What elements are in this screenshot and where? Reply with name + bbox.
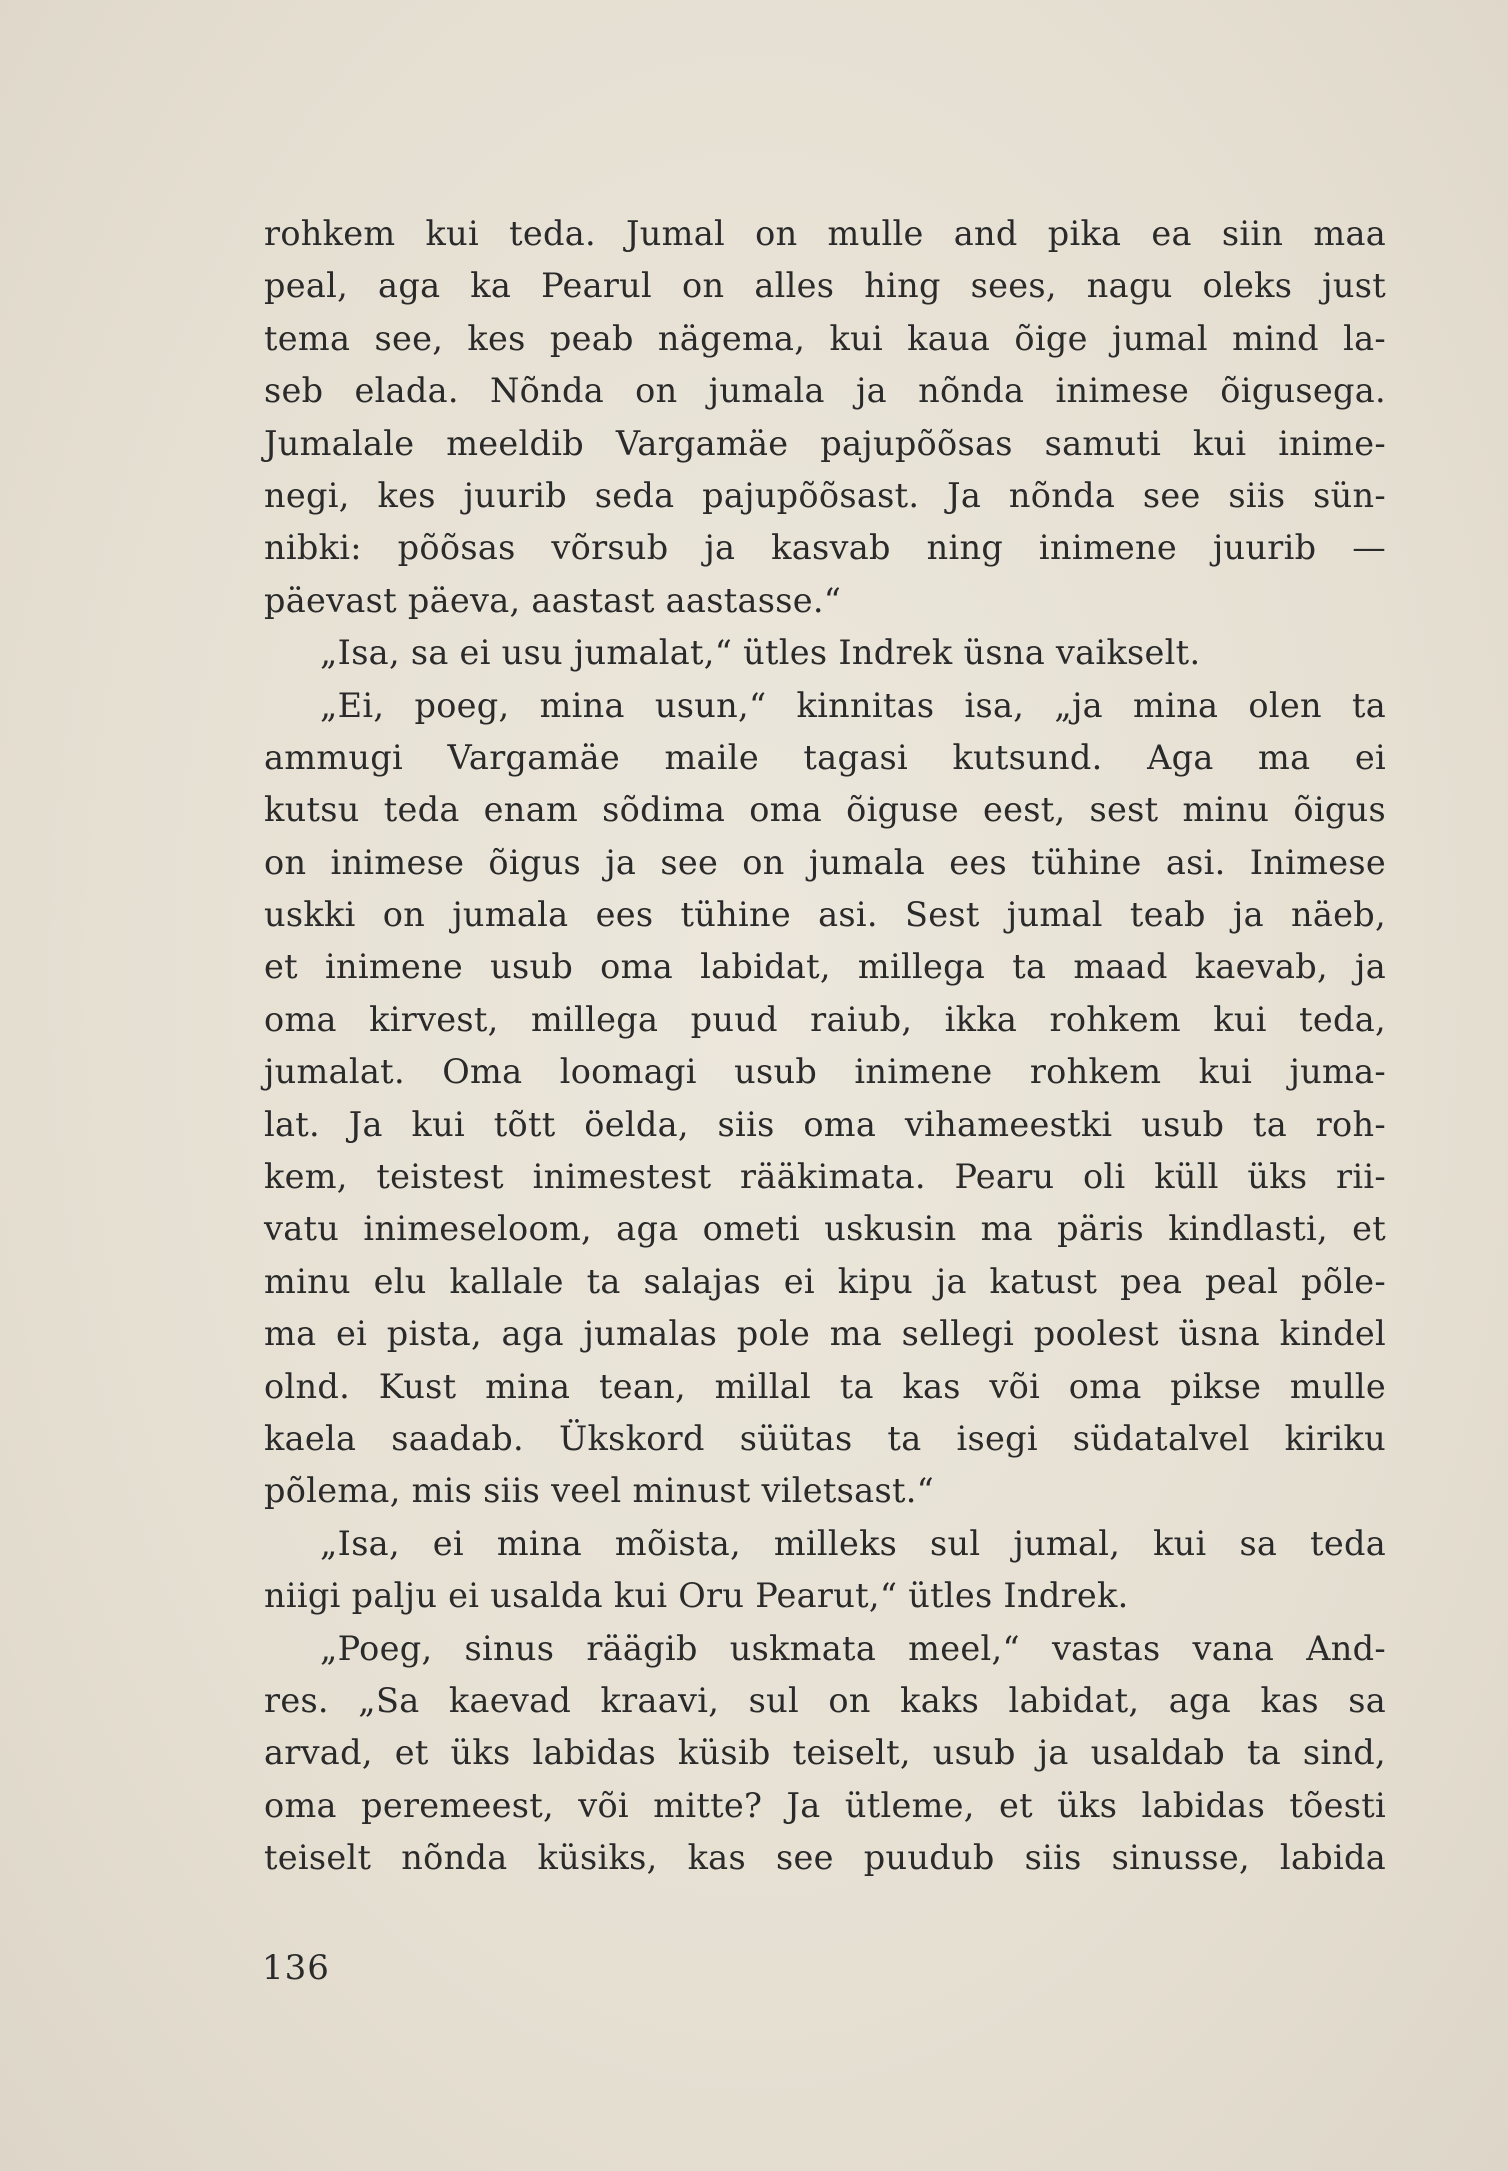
text-line: res. „Sa kaevad kraavi, sul on kaks labidat, aga kas sa — [264, 1680, 1386, 1720]
text-line: „Isa, sa ei usu jumalat,“ ütles Indrek üsna vaikselt. — [320, 633, 1201, 673]
text-line: nibki: põõsas võrsub ja kasvab ning inimene juurib — — [264, 528, 1386, 568]
text-line: rohkem kui teda. Jumal on mulle and pika ea siin maa — [264, 214, 1386, 253]
text-line: et inimene usub oma labidat, millega ta maad kaevab, ja — [264, 947, 1386, 987]
text-line: „Poeg, sinus räägib uskmata meel,“ vastas vana And- — [320, 1628, 1386, 1668]
page-text — [264, 208, 1386, 1885]
text-line: lat. Ja kui tõtt öelda, siis oma vihameestki usub ta roh- — [264, 1104, 1386, 1144]
text-line: arvad, et üks labidas küsib teiselt, usub ja usaldab ta sind, — [264, 1733, 1386, 1773]
text-line: olnd. Kust mina tean, millal ta kas või oma pikse mulle — [264, 1366, 1386, 1406]
text-line: minu elu kallale ta salajas ei kipu ja katust pea peal põle- — [264, 1261, 1386, 1301]
text-line: „Isa, ei mina mõista, milleks sul jumal, kui sa teda — [320, 1523, 1386, 1563]
text-line: negi, kes juurib seda pajupõõsast. Ja nõnda see siis sün- — [264, 475, 1386, 515]
text-line: ma ei pista, aga jumalas pole ma sellegi poolest üsna kindel — [264, 1314, 1386, 1354]
text-line: põlema, mis siis veel minust viletsast.“ — [264, 1471, 935, 1511]
text-line: vatu inimeseloom, aga ometi uskusin ma päris kindlasti, et — [264, 1209, 1386, 1249]
text-line: tema see, kes peab nägema, kui kaua õige jumal mind la- — [264, 318, 1386, 358]
page-number: 136 — [262, 1948, 330, 1988]
text-line: uskki on jumala ees tühine asi. Sest jumal teab ja näeb, — [264, 895, 1386, 935]
text-line: oma kirvest, millega puud raiub, ikka rohkem kui teda, — [264, 999, 1386, 1039]
text-line: ammugi Vargamäe maile tagasi kutsund. Aga ma ei — [264, 737, 1386, 777]
text-line: päevast päeva, aastast aastasse.“ — [264, 580, 842, 620]
text-line: „Ei, poeg, mina usun,“ kinnitas isa, „ja mina olen ta — [320, 685, 1386, 725]
text-line: on inimese õigus ja see on jumala ees tühine asi. Inimese — [264, 842, 1386, 882]
text-line: jumalat. Oma loomagi usub inimene rohkem kui juma- — [264, 1052, 1386, 1092]
text-line: peal, aga ka Pearul on alles hing sees, nagu oleks just — [264, 266, 1386, 306]
text-line: niigi palju ei usalda kui Oru Pearut,“ ütles Indrek. — [264, 1576, 1129, 1616]
text-line: kem, teistest inimestest rääkimata. Pearu oli küll üks rii- — [264, 1157, 1386, 1197]
text-line: seb elada. Nõnda on jumala ja nõnda inimese õigusega. — [264, 371, 1386, 411]
text-line: kaela saadab. Ükskord süütas ta isegi südatalvel kiriku — [264, 1418, 1386, 1458]
text-line: teiselt nõnda küsiks, kas see puudub siis sinusse, labida — [264, 1838, 1386, 1878]
text-line: oma peremeest, või mitte? Ja ütleme, et üks labidas tõesti — [264, 1785, 1386, 1825]
text-line: Jumalale meeldib Vargamäe pajupõõsas samuti kui inime- — [264, 423, 1386, 463]
text-line: kutsu teda enam sõdima oma õiguse eest, sest minu õigus — [264, 790, 1386, 830]
